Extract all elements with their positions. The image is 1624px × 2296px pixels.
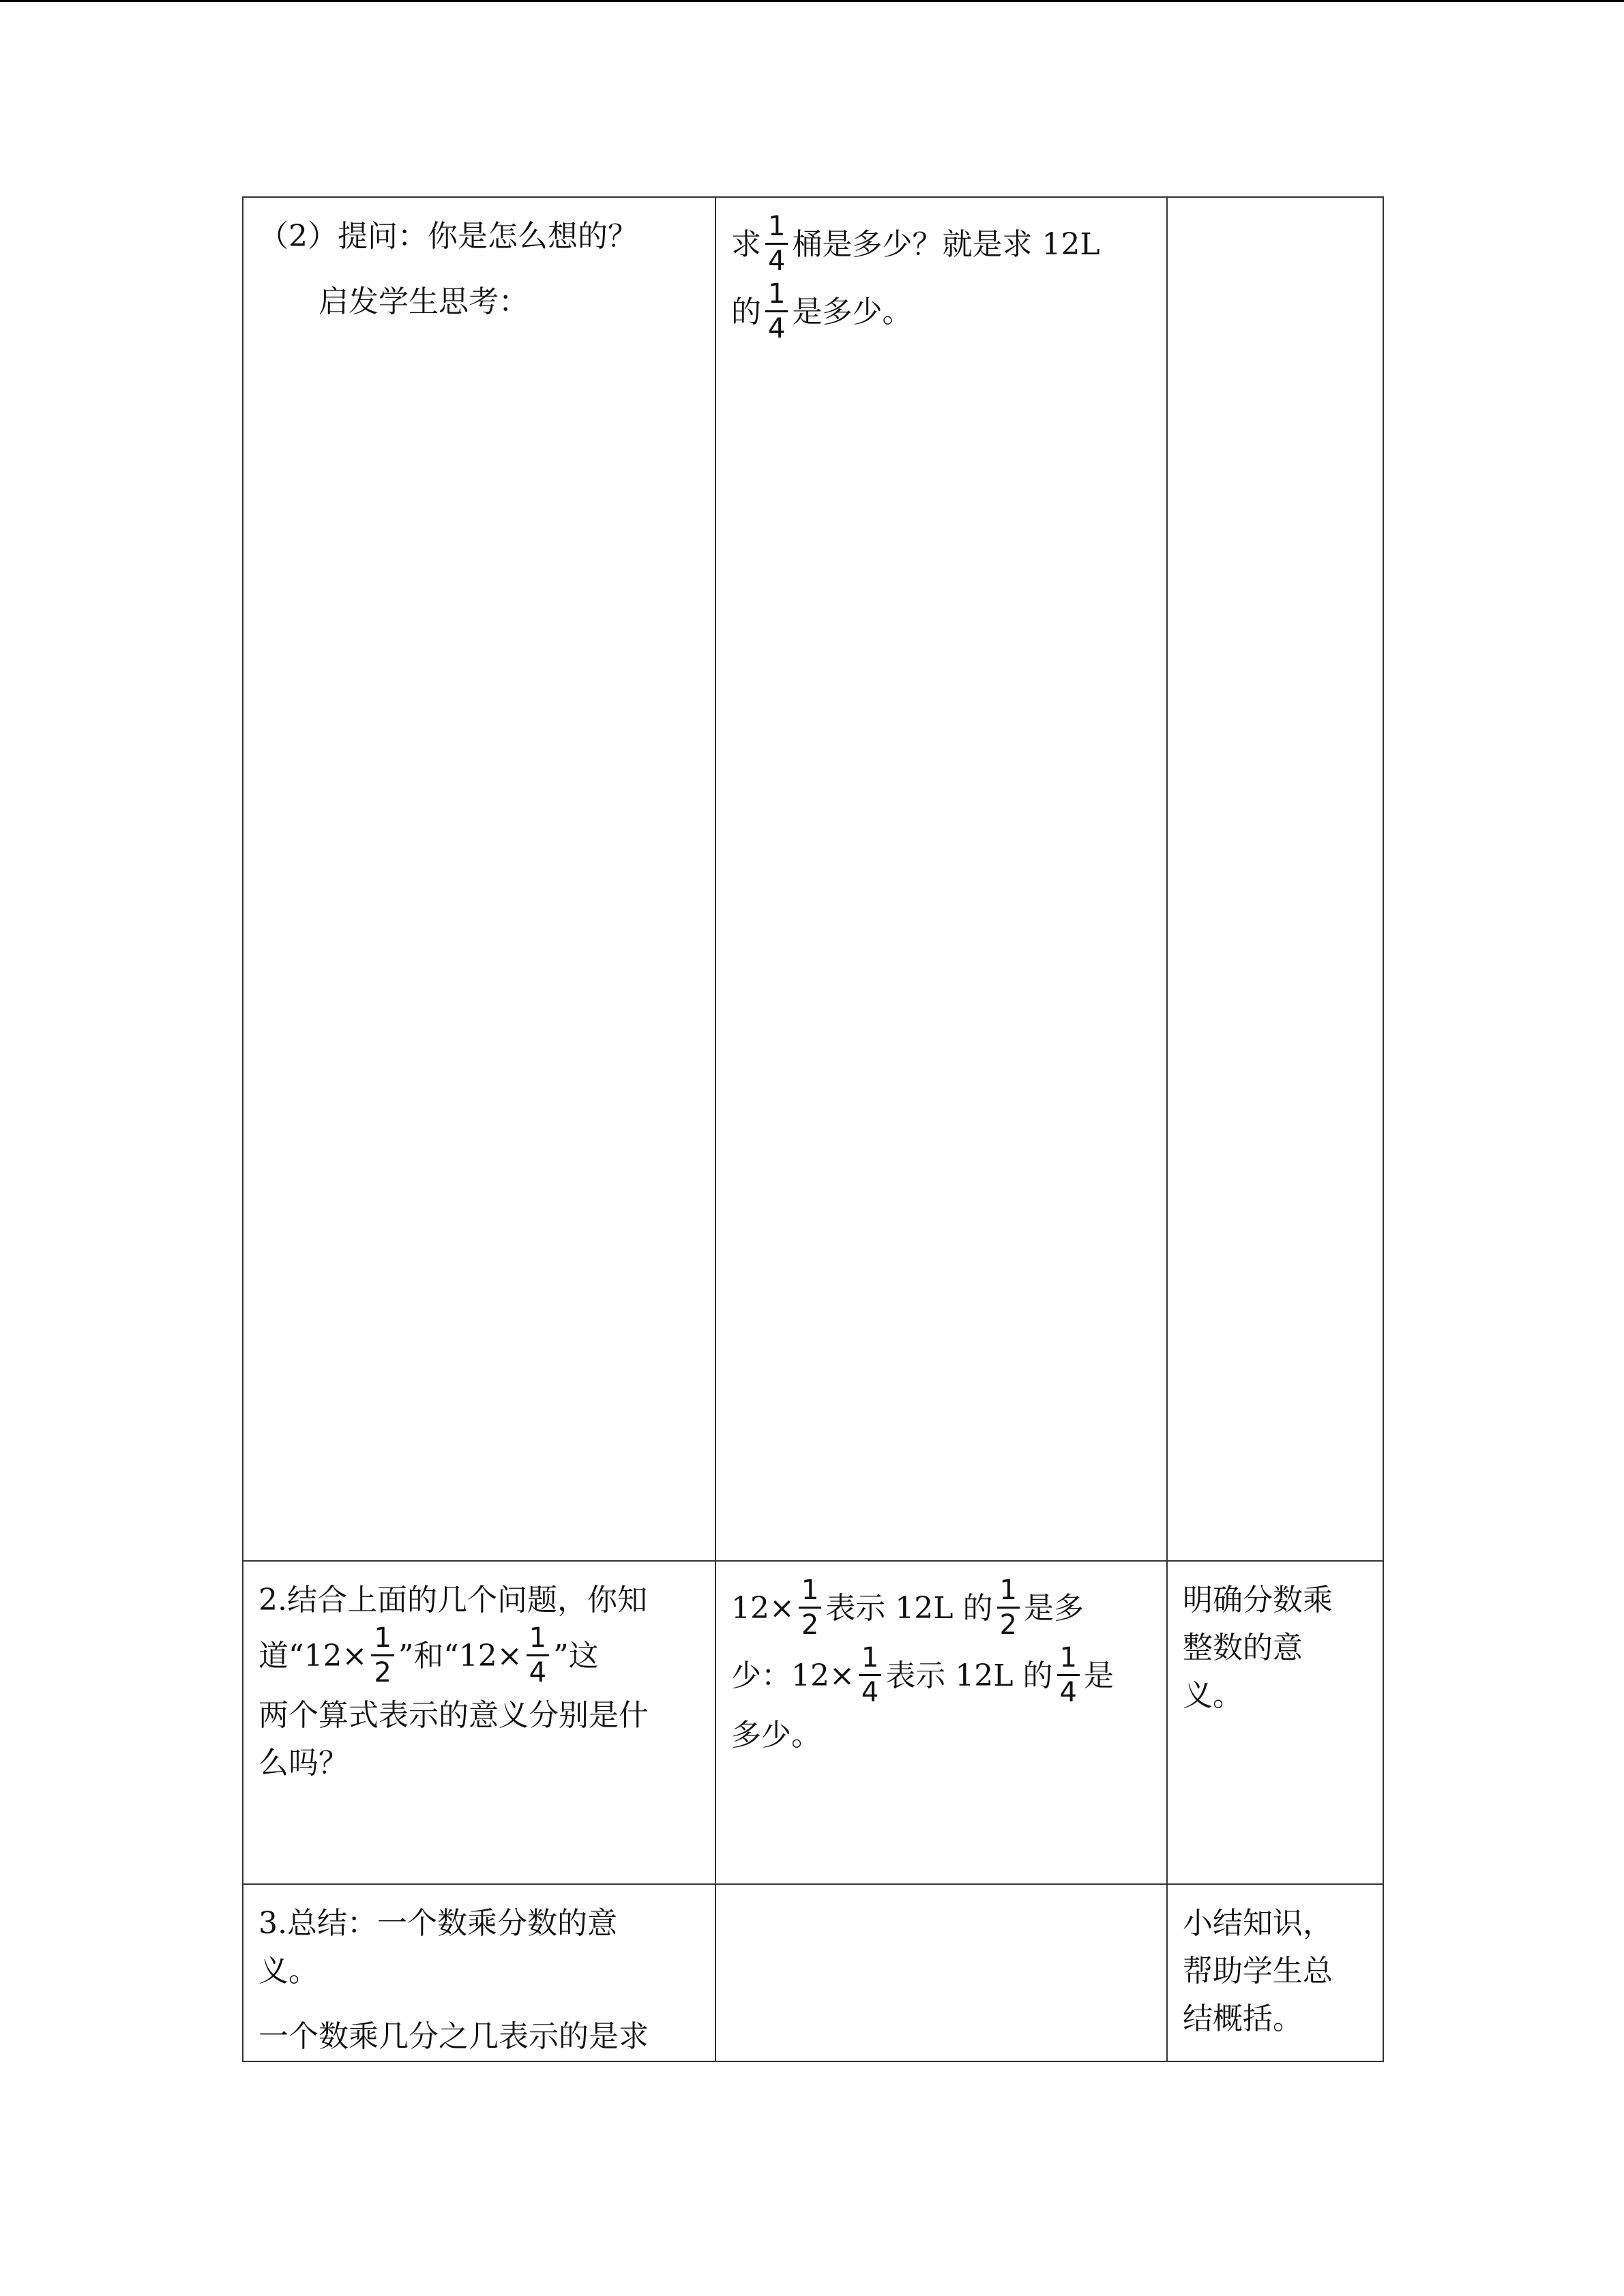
question-line: 道“12× $\frac{1}{2}$ ”和“12× $\frac{1}{4}$ ”这 [259, 1622, 599, 1688]
table-row [243, 197, 1383, 1561]
teacher-activity-cell [243, 197, 715, 1561]
question-prompt: （2）提问：你是怎么想的？ [259, 219, 638, 254]
summary-line: 3.总结：一个数乘分数的意 [259, 1906, 617, 1941]
intent-line: 小结知识， [1183, 1906, 1333, 1941]
fraction: $\frac{1}{4}$ [765, 278, 788, 345]
design-intent-cell [1167, 197, 1383, 1561]
fraction: $\frac{1}{2}$ [371, 1622, 394, 1689]
teacher-activity-cell [243, 1561, 715, 1884]
guide-thinking-text: 启发学生思考： [319, 284, 529, 319]
intent-line: 明确分数乘 [1183, 1583, 1333, 1617]
fraction: $\frac{1}{4}$ [1057, 1641, 1080, 1709]
intent-line: 帮助学生总 [1183, 1954, 1333, 1988]
fraction: $\frac{1}{2}$ [799, 1574, 821, 1641]
teacher-activity-cell [243, 1884, 715, 2061]
fraction: $\frac{1}{4}$ [527, 1622, 549, 1689]
answer-line: 的 $\frac{1}{4}$ 是多少。 [731, 278, 913, 344]
question-line: 2.结合上面的几个问题，你知 [259, 1583, 647, 1617]
question-line: 么吗？ [259, 1746, 349, 1780]
answer-line: 多少。 [731, 1718, 821, 1753]
design-intent-cell [1167, 1561, 1383, 1884]
intent-line: 整数的意 [1183, 1630, 1303, 1665]
table-row [243, 1561, 1383, 1884]
answer-line: 少：12× $\frac{1}{4}$ 表示 12L 的 $\frac{1}{4}$ 是 [731, 1642, 1114, 1708]
summary-line: 义。 [259, 1954, 319, 1988]
question-line: 两个算式表示的意义分别是什 [259, 1698, 649, 1733]
fraction: $\frac{1}{2}$ [997, 1574, 1020, 1641]
answer-line: 12× $\frac{1}{2}$ 表示 12L 的 $\frac{1}{2}$ 是多 [731, 1575, 1084, 1641]
student-activity-cell [715, 1884, 1167, 2061]
lesson-plan-table [242, 196, 1384, 2062]
student-activity-cell [715, 197, 1167, 1561]
design-intent-cell [1167, 1884, 1383, 2061]
student-activity-cell [715, 1561, 1167, 1884]
top-border-line [0, 0, 1624, 2]
intent-line: 结概括。 [1183, 2001, 1303, 2036]
summary-line: 一个数乘几分之几表示的是求 [259, 2019, 649, 2054]
fraction: $\frac{1}{4}$ [765, 210, 788, 278]
answer-line: 求 $\frac{1}{4}$ 桶是多少？就是求 12L [731, 211, 1100, 277]
table-row [243, 1884, 1383, 2061]
intent-line: 义。 [1183, 1678, 1243, 1713]
fraction: $\frac{1}{4}$ [859, 1641, 881, 1709]
